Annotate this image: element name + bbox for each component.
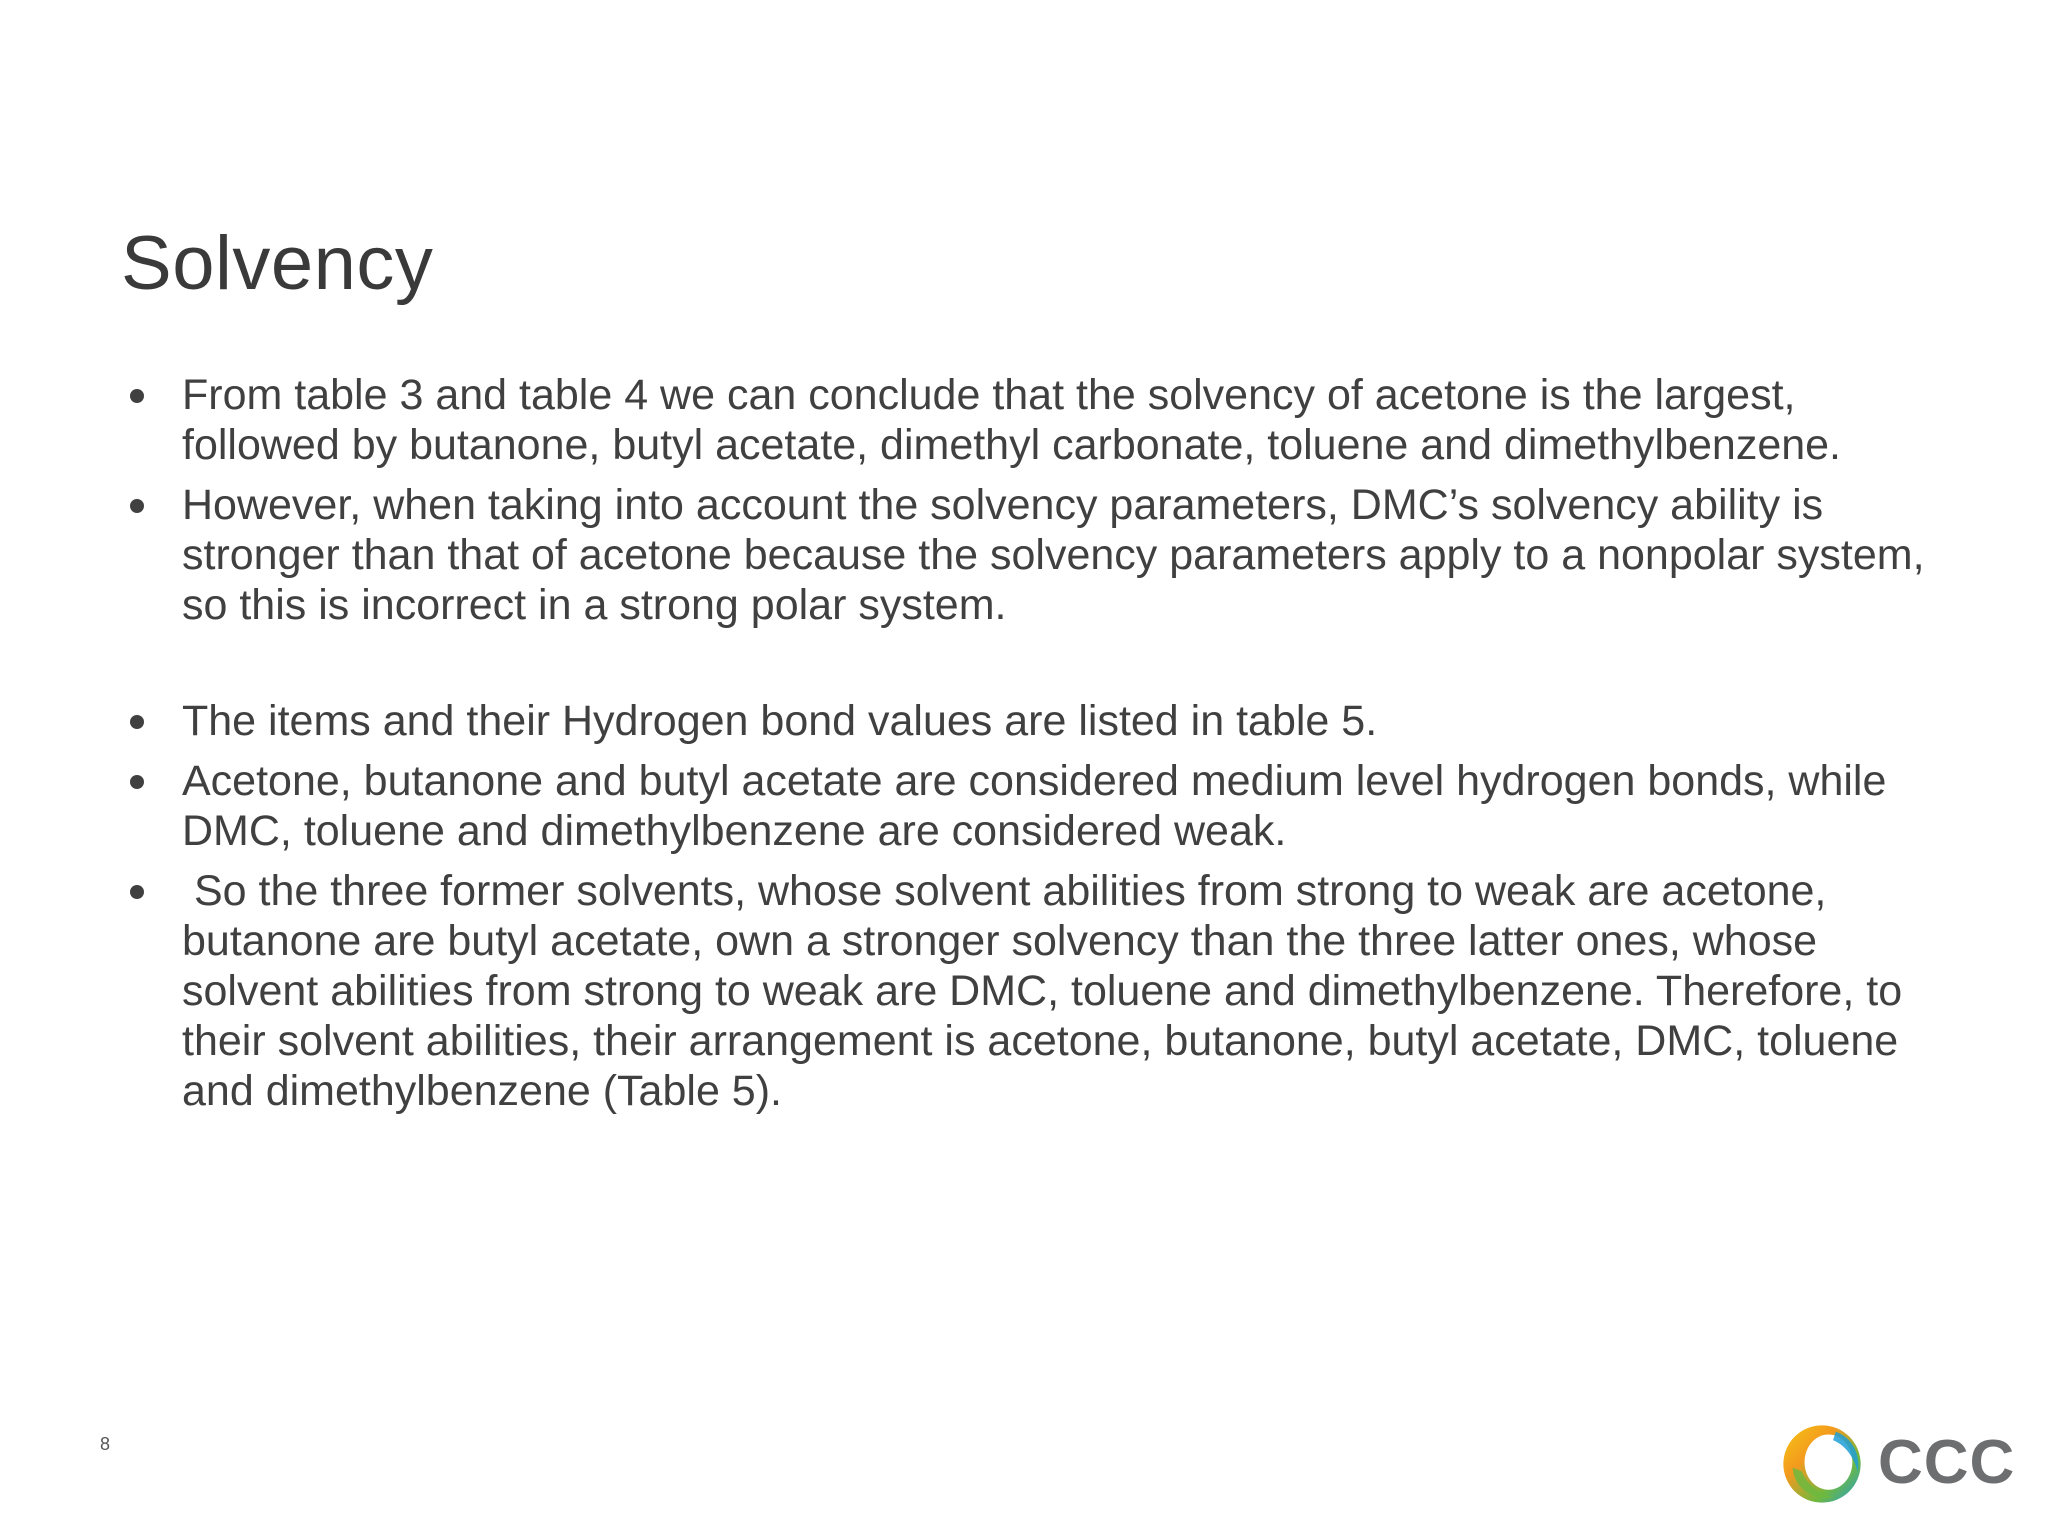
bullet-dot-icon: [130, 885, 144, 899]
logo-text: CCC: [1878, 1428, 2016, 1497]
bullet-text: However, when taking into account the solvency parameters, DMC’s solvency ability is stronger than that of acetone because the solvency parameters apply to a nonpolar system, so this is incorrect in a strong polar system.: [182, 481, 1937, 629]
bullet-dot-icon: [130, 715, 144, 729]
bullet-item: [130, 696, 1950, 746]
bullet-dot-icon: [130, 499, 144, 513]
bullet-item: [130, 756, 1950, 856]
bullet-text: The items and their Hydrogen bond values are listed in table 5.: [182, 697, 1378, 745]
bullet-list: [130, 370, 1950, 1126]
page-number: 8: [100, 1434, 111, 1454]
bullet-item: [130, 370, 1950, 470]
bullet-text: From table 3 and table 4 we can conclude that the solvency of acetone is the largest, followed by butanone, butyl acetate, dimethyl carbonate, toluene and dimethylbenzene.: [182, 371, 1842, 469]
bullet-item: [130, 866, 1950, 1116]
bullet-dot-icon: [130, 389, 144, 403]
bullet-dot-icon: [130, 775, 144, 789]
company-logo: [1776, 1418, 2016, 1510]
ccc-ring-logo-icon: [1776, 1418, 1868, 1510]
bullet-item: [130, 480, 1950, 630]
bullet-text: Acetone, butanone and butyl acetate are considered medium level hydrogen bonds, while DMC, toluene and dimethylbenzene are considered weak.: [182, 757, 1899, 855]
slide-title: Solvency: [121, 221, 434, 306]
bullet-text: So the three former solvents, whose solvent abilities from strong to weak are acetone, butanone are butyl acetate, own a stronger solvency than the three latter ones, whose solvent abilities from strong to weak are DMC, toluene and dimethylbenzene. Therefore, to their solvent abilities, their arrangement is acetone, butanone, butyl acetate, DMC, toluene and dimethylbenzene (Table 5).: [182, 867, 1915, 1115]
